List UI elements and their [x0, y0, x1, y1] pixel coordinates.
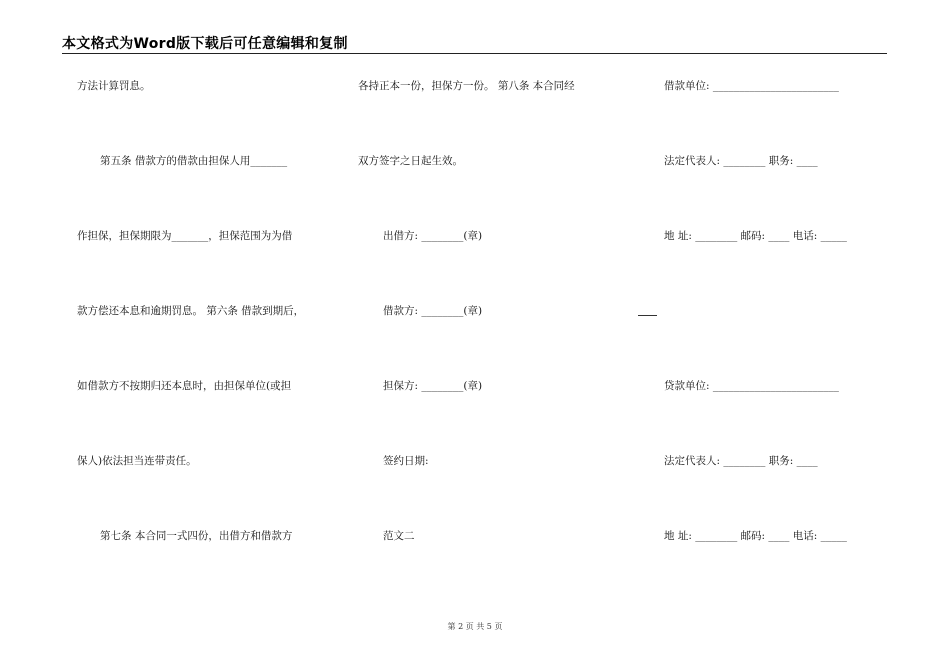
col2-borrower-signature: 借款方: ________(章) [383, 305, 483, 317]
col3-legal-rep-2: 法定代表人: ________ 职务: ____ [664, 455, 818, 467]
col3-lending-unit: 贷款单位: ________________________ [664, 380, 839, 392]
header-divider [62, 53, 887, 54]
document-header-title: 本文格式为Word版下载后可任意编辑和复制 [62, 36, 348, 52]
col3-address-2: 地 址: ________ 邮码: ____ 电话: _____ [664, 530, 847, 542]
col1-line-6: 保人)依法担当连带责任。 [77, 455, 197, 467]
col3-address-1: 地 址: ________ 邮码: ____ 电话: _____ [664, 230, 847, 242]
col2-lender-signature: 出借方: ________(章) [383, 230, 483, 242]
col1-line-1: 方法计算罚息。 [77, 80, 151, 92]
col2-line-2: 双方签字之日起生效。 [358, 155, 463, 167]
col2-sample-heading: 范文二 [383, 530, 415, 542]
col2-guarantor-signature: 担保方: ________(章) [383, 380, 483, 392]
col1-line-5: 如借款方不按期归还本息时，由担保单位(或担 [77, 380, 292, 392]
col2-line-1: 各持正本一份，担保方一份。 第八条 本合同经 [358, 80, 575, 92]
col1-line-7: 第七条 本合同一式四份，出借方和借款方 [100, 530, 293, 542]
col3-legal-rep-1: 法定代表人: ________ 职务: ____ [664, 155, 818, 167]
col3-borrowing-unit: 借款单位: ________________________ [664, 80, 839, 92]
col1-line-2: 第五条 借款方的借款由担保人用_______ [100, 155, 288, 167]
stray-underline [638, 315, 657, 316]
col1-line-3: 作担保，担保期限为_______，担保范围为为借 [77, 230, 293, 242]
col2-signing-date: 签约日期: [383, 455, 429, 467]
col1-line-4: 款方偿还本息和逾期罚息。 第六条 借款到期后， [77, 305, 305, 317]
page-number: 第 2 页 共 5 页 [447, 622, 503, 631]
